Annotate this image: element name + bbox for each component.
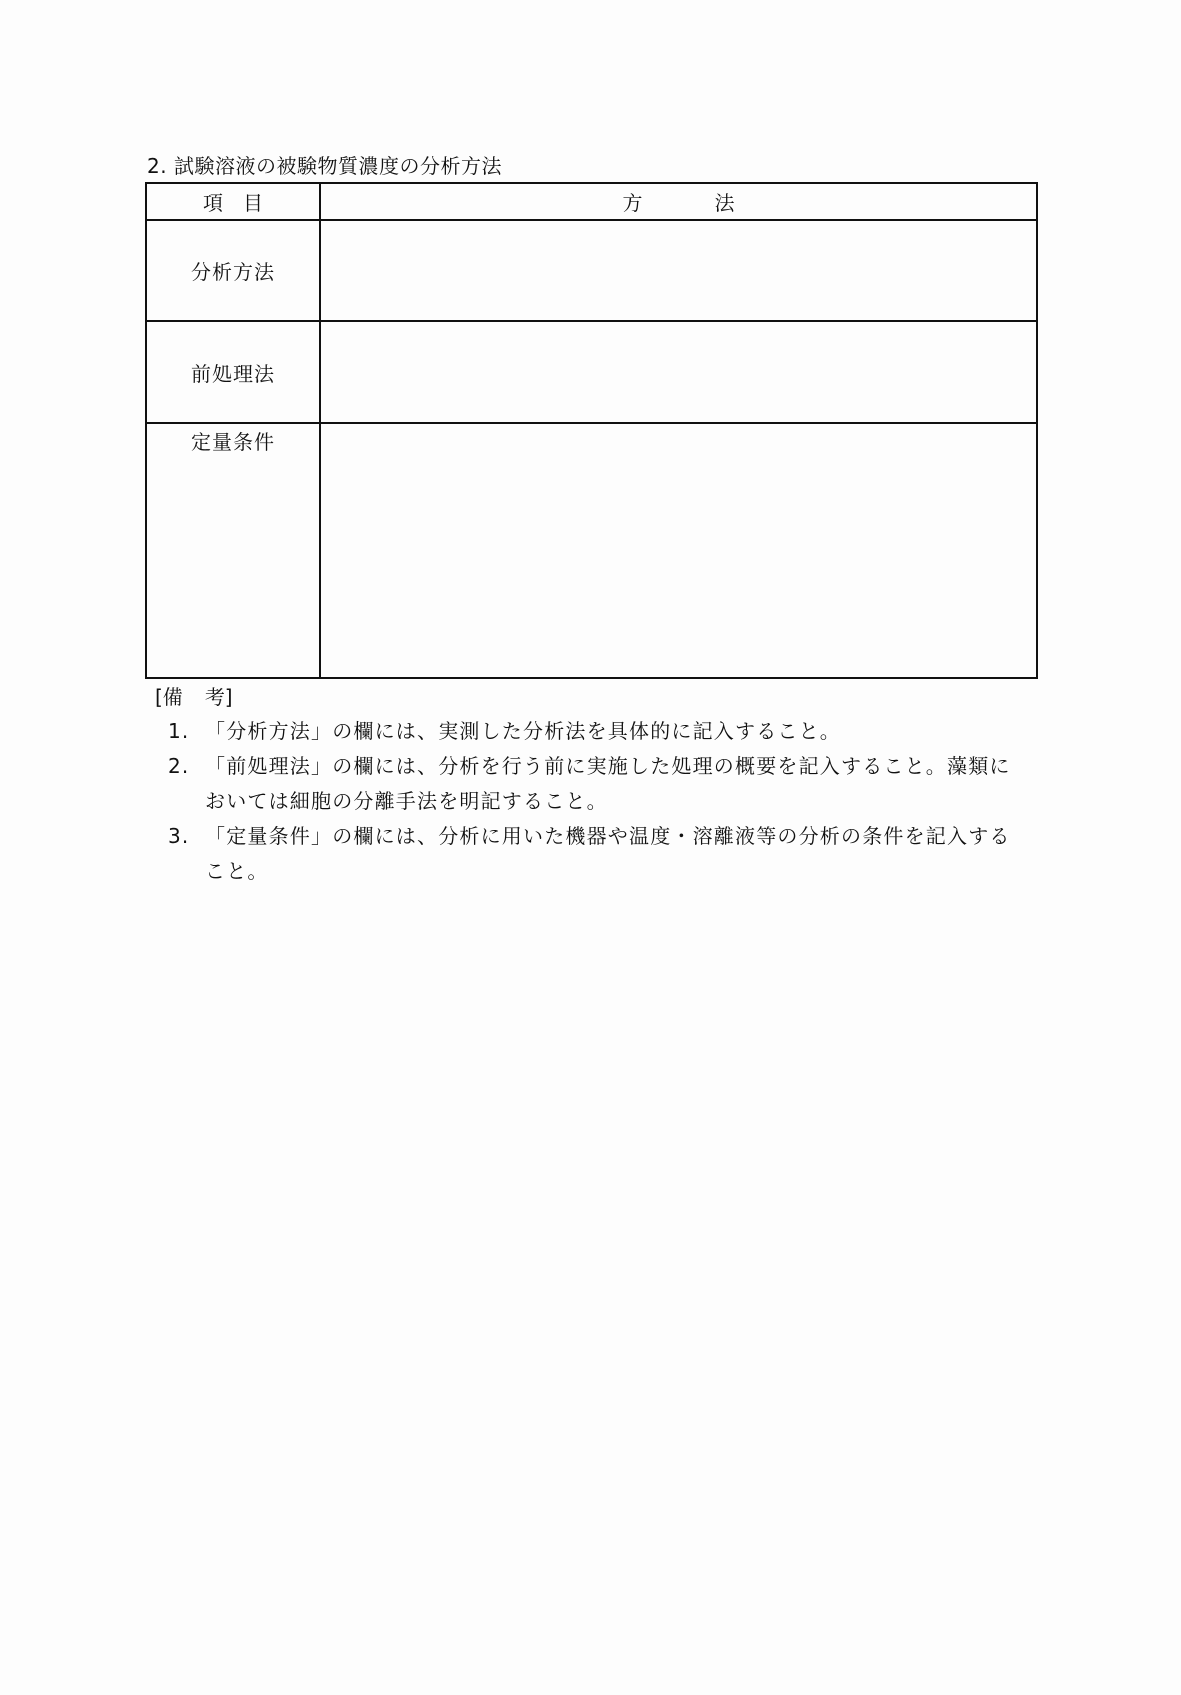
note-text-continued: おいては細胞の分離手法を明記すること。 [205, 789, 608, 813]
table-row-analysis-method [146, 220, 1037, 321]
header-item [146, 183, 320, 220]
row-label-quantification-conditions: 定量条件 [146, 423, 320, 678]
row-value-pretreatment[interactable] [320, 321, 1037, 423]
row-value-quantification-conditions[interactable] [320, 423, 1037, 678]
remarks-title-open: [備 [155, 685, 183, 709]
note-number: 2. [168, 754, 190, 778]
note-text: 「前処理法」の欄には、分析を行う前に実施した処理の概要を記入すること。藻類に [205, 754, 1011, 778]
remarks-section [155, 680, 1050, 889]
header-item-label: 項目 [203, 191, 283, 215]
table-row-quantification-conditions [146, 423, 1037, 678]
analysis-method-table [145, 182, 1038, 679]
row-label-pretreatment: 前処理法 [146, 321, 320, 423]
note-number: 3. [168, 824, 190, 848]
row-value-analysis-method[interactable] [320, 220, 1037, 321]
remark-note-2 [155, 749, 1050, 819]
section-heading: 2. 試験溶液の被験物質濃度の分析方法 [147, 154, 502, 178]
table-header-row [146, 183, 1037, 220]
note-text: 「定量条件」の欄には、分析に用いた機器や温度・溶離液等の分析の条件を記入する [205, 824, 1011, 848]
note-text: 「分析方法」の欄には、実測した分析法を具体的に記入すること。 [205, 719, 841, 743]
note-text-continued: こと。 [205, 859, 269, 883]
remarks-title-close: 考] [204, 685, 233, 709]
remark-note-1 [155, 714, 1050, 749]
header-method-label-2: 法 [714, 191, 735, 215]
remark-note-3 [155, 819, 1050, 889]
remarks-title [155, 680, 1050, 714]
table-row-pretreatment [146, 321, 1037, 423]
row-label-analysis-method: 分析方法 [146, 220, 320, 321]
header-method [320, 183, 1037, 220]
note-number: 1. [168, 719, 190, 743]
header-method-label-1: 方 [622, 191, 643, 215]
